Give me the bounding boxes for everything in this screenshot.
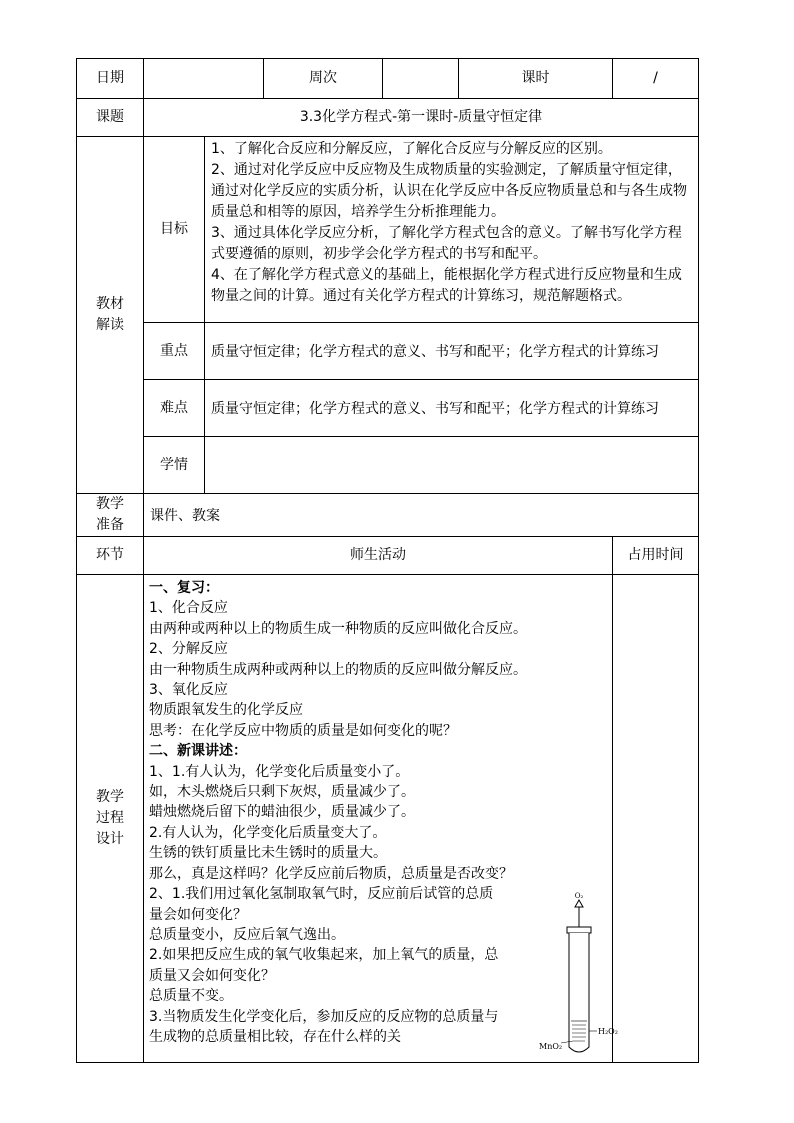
new-lesson-heading: 二、新课讲述： <box>149 743 247 760</box>
goals-cell <box>205 137 699 323</box>
gas-arrow-head <box>575 900 583 907</box>
process-line: 1、化合反应 <box>149 600 228 617</box>
process-time-value <box>613 575 699 1063</box>
process-line: 思考：在化学反应中物质的质量是如何变化的呢？ <box>149 722 457 739</box>
process-line: 总质量不变。 <box>149 988 233 1005</box>
activity-column-header: 师生活动 <box>144 537 613 575</box>
process-label-line3: 设计 <box>96 831 124 847</box>
goal-item: 3、通过具体化学反应分析，了解化学方程式包含的意义。了解书写化学方程式要遵循的原则，初步学会化学方程式的书写和配平。 <box>211 225 682 262</box>
week-label: 周次 <box>264 59 383 99</box>
process-line: 那么，真是这样吗？化学反应前后物质，总质量是否改变？ <box>149 865 513 882</box>
process-line: 2、分解反应 <box>149 641 228 658</box>
date-label: 日期 <box>77 59 144 99</box>
process-line: 生锈的铁钉质量比未生锈时的质量大。 <box>149 845 387 862</box>
process-line: 总质量变小，反应后氧气逸出。 <box>149 926 345 943</box>
header-row <box>77 59 699 99</box>
goals-label: 目标 <box>144 137 205 323</box>
process-row <box>77 575 699 1063</box>
o2-label: O₂ <box>574 892 584 900</box>
h2o2-label: H₂O₂ <box>598 1027 618 1036</box>
students-value <box>205 437 699 494</box>
process-label-line1: 教学 <box>96 789 124 805</box>
analysis-label <box>77 137 144 494</box>
preparation-label-line2: 准备 <box>96 517 124 533</box>
mno2-label: MnO₂ <box>539 1042 563 1051</box>
time-column-header: 占用时间 <box>613 537 699 575</box>
goals-row <box>77 137 699 323</box>
process-line: 由一种物质生成两种或两种以上的物质的反应叫做分解反应。 <box>149 661 527 678</box>
key-points-value: 质量守恒定律；化学方程式的意义、书写和配平；化学方程式的计算练习 <box>205 323 699 380</box>
test-tube <box>569 933 589 1052</box>
goal-item: 4、在了解化学方程式意义的基础上，能根据化学方程式进行反应物量和生成物量之间的计算。通过有关化学方程式的计算练习，规范解题格式。 <box>211 267 682 304</box>
process-line: 由两种或两种以上的物质生成一种物质的反应叫做化合反应。 <box>149 620 527 637</box>
column-header-row <box>77 537 699 575</box>
key-points-row <box>77 323 699 380</box>
process-line: 2.如果把反应生成的氧气收集起来，加上氧气的质量，总质量又会如何变化？ <box>149 947 499 984</box>
analysis-label-line2: 解读 <box>96 317 124 333</box>
review-heading: 一、复习： <box>149 580 219 596</box>
difficulty-label: 难点 <box>144 380 205 437</box>
process-line: 物质跟氧发生的化学反应 <box>149 702 303 719</box>
test-tube-apparatus-figure <box>539 891 619 1059</box>
date-value <box>144 59 264 99</box>
difficulty-row <box>77 380 699 437</box>
analysis-label-line1: 教材 <box>96 296 124 312</box>
process-content <box>144 575 618 1063</box>
process-label-line2: 过程 <box>96 810 124 826</box>
topic-label: 课题 <box>77 99 144 137</box>
stage-column-header: 环节 <box>77 537 144 575</box>
process-line: 2、1.我们用过氧化氢制取氧气时，反应前后试管的总质量会如何变化？ <box>149 886 494 923</box>
period-value: / <box>613 59 699 99</box>
difficulty-value: 质量守恒定律；化学方程式的意义、书写和配平；化学方程式的计算练习 <box>205 380 699 437</box>
process-line: 蜡烛燃烧后留下的蜡油很少，质量减少了。 <box>149 804 415 821</box>
topic-row <box>77 99 699 137</box>
process-line: 如，木头燃烧后只剩下灰烬，质量减少了。 <box>149 784 415 801</box>
students-row <box>77 437 699 494</box>
preparation-label-line1: 教学 <box>96 496 124 512</box>
process-line: 3、氧化反应 <box>149 682 228 699</box>
preparation-label <box>77 494 144 537</box>
period-label: 课时 <box>459 59 613 99</box>
goal-item: 2、通过对化学反应中反应物及生成物质量的实验测定，了解质量守恒定律，通过对化学反应的实质分析，认识在化学反应中各反应物质量总和与各生成物质量总和相等的原因，培养学生分析推理能力。 <box>211 162 687 220</box>
lesson-plan-table <box>76 58 699 1063</box>
process-label <box>77 575 144 1063</box>
process-line: 3.当物质发生化学变化后，参加反应的反应物的总质量与生成物的总质量相比较，存在什么样的关 <box>149 1008 499 1045</box>
goal-item: 1、了解化合反应和分解反应，了解化合反应与分解反应的区别。 <box>211 141 612 157</box>
process-line: 1、1.有人认为，化学变化后质量变小了。 <box>149 763 410 780</box>
preparation-value: 课件、教案 <box>144 494 699 537</box>
process-line: 2.有人认为，化学变化后质量变大了。 <box>149 824 387 841</box>
preparation-row <box>77 494 699 537</box>
students-label: 学情 <box>144 437 205 494</box>
topic-value: 3.3化学方程式-第一课时-质量守恒定律 <box>144 99 699 137</box>
tube-stopper <box>567 927 591 933</box>
week-value <box>383 59 459 99</box>
key-points-label: 重点 <box>144 323 205 380</box>
